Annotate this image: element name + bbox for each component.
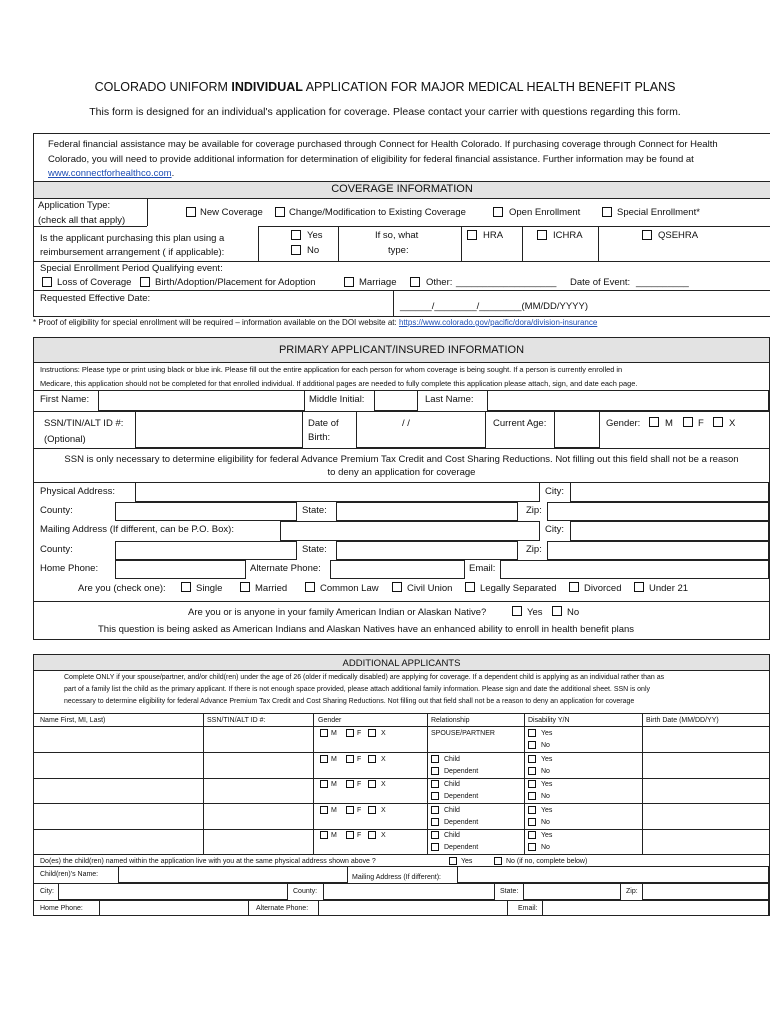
row2-child-label: Child: [444, 756, 460, 763]
row5-disability-no[interactable]: [528, 843, 536, 851]
first-name-input[interactable]: [98, 390, 305, 411]
divider: [34, 752, 769, 753]
row3-x-label: X: [381, 781, 386, 788]
gender-x-checkbox[interactable]: [713, 417, 723, 427]
date-of-event-line[interactable]: __________: [636, 277, 689, 288]
child-zip-input[interactable]: [642, 883, 769, 900]
row4-dependent-checkbox[interactable]: [431, 818, 439, 826]
form-title: [0, 81, 770, 94]
doi-link[interactable]: https://www.colorado.gov/pacific/dora/division-insurance: [398, 318, 598, 327]
child-name-input[interactable]: [118, 866, 348, 883]
same-address-question: Do(es) the child(ren) named within the application live with you at the same physical address shown above ?: [40, 858, 376, 865]
gender-x-label: X: [729, 418, 736, 429]
row4-gender-m[interactable]: [320, 806, 328, 814]
change-coverage-label: Change/Modification to Existing Coverage: [289, 207, 466, 218]
phys-county-label: County:: [40, 505, 73, 516]
middle-initial-input[interactable]: [374, 390, 418, 411]
row2-gender-m[interactable]: [320, 755, 328, 763]
alt-phone-label: Alternate Phone:: [250, 563, 321, 574]
row1-disability-no[interactable]: [528, 741, 536, 749]
title-post: APPLICATION FOR MAJOR MEDICAL HEALTH BENEFIT PLANS: [302, 80, 676, 94]
child-alt-phone-label: Alternate Phone:: [256, 905, 309, 912]
civil-union-label: Civil Union: [407, 583, 453, 594]
middle-initial-label: Middle Initial:: [309, 394, 365, 405]
civil-union-checkbox[interactable]: [392, 582, 402, 592]
mail-state-label: State:: [302, 544, 327, 555]
row5-gender-m[interactable]: [320, 831, 328, 839]
ichra-checkbox[interactable]: [537, 230, 547, 240]
physical-address-input[interactable]: [135, 482, 540, 502]
ssn-optional: (Optional): [44, 434, 86, 445]
row4-gender-x[interactable]: [368, 806, 376, 814]
legally-separated-label: Legally Separated: [480, 583, 557, 594]
divider: [258, 226, 259, 261]
marriage-label: Marriage: [359, 277, 397, 288]
physical-address-label: Physical Address:: [40, 486, 115, 497]
current-age-label: Current Age:: [493, 418, 547, 429]
under-21-checkbox[interactable]: [634, 582, 644, 592]
marriage-checkbox[interactable]: [344, 277, 354, 287]
divider: [524, 713, 525, 854]
row5-x-label: X: [381, 832, 386, 839]
row3-disability-no[interactable]: [528, 792, 536, 800]
child-zip-label: Zip:: [626, 888, 638, 895]
birth-adoption-checkbox[interactable]: [140, 277, 150, 287]
alt-phone-input[interactable]: [330, 560, 465, 579]
same-address-no-label: No (if no, complete below): [506, 858, 588, 865]
row5-f-label: F: [357, 832, 362, 839]
child-name-label: Child(ren)'s Name:: [40, 871, 99, 878]
current-age-input[interactable]: [554, 411, 600, 448]
divider: [34, 261, 770, 262]
row2-yes-label: Yes: [541, 756, 553, 763]
col-relationship: Relationship: [431, 717, 470, 724]
qsehra-checkbox[interactable]: [642, 230, 652, 240]
single-label: Single: [196, 583, 223, 594]
ssn-note-1: SSN is only necessary to determine eligibility for federal Advance Premium Tax Credit and Cost Sharing Reductions. Not filling out this field shall not be a reason: [64, 454, 739, 465]
loss-of-coverage-checkbox[interactable]: [42, 277, 52, 287]
single-checkbox[interactable]: [181, 582, 191, 592]
phys-state-label: State:: [302, 505, 327, 516]
gender-m-label: M: [665, 418, 673, 429]
row3-yes-label: Yes: [541, 781, 553, 788]
last-name-input[interactable]: [487, 390, 769, 411]
col-disability: Disability Y/N: [528, 717, 570, 724]
are-you-label: Are you (check one):: [78, 583, 166, 594]
row4-m-label: M: [331, 807, 337, 814]
mailing-address-input[interactable]: [280, 521, 540, 541]
col-name: Name First, MI, Last): [40, 717, 106, 724]
ssn-input[interactable]: [135, 411, 303, 448]
title-pre: COLORADO UNIFORM: [94, 80, 232, 94]
primary-header: PRIMARY APPLICANT/INSURED INFORMATION: [278, 344, 525, 356]
row5-disability-yes[interactable]: [528, 831, 536, 839]
gender-f-checkbox[interactable]: [683, 417, 693, 427]
row5-gender-x[interactable]: [368, 831, 376, 839]
last-name-label: Last Name:: [425, 394, 474, 405]
row3-gender-m[interactable]: [320, 780, 328, 788]
row3-no-label: No: [541, 793, 550, 800]
first-name-label: First Name:: [40, 394, 90, 405]
row3-child-label: Child: [444, 781, 460, 788]
row3-dependent-checkbox[interactable]: [431, 792, 439, 800]
divider: [34, 198, 770, 199]
row1-gender-m[interactable]: [320, 729, 328, 737]
ichra-label: ICHRA: [553, 230, 583, 241]
special-enrollment-checkbox[interactable]: [602, 207, 612, 217]
row3-m-label: M: [331, 781, 337, 788]
row1-yes-label: Yes: [541, 730, 553, 737]
under-21-label: Under 21: [649, 583, 689, 594]
row4-no-label: No: [541, 819, 550, 826]
proof-text: * Proof of eligibility for special enrollment will be required – information available on the DOI website at:: [33, 318, 399, 327]
mail-state-input[interactable]: [336, 541, 518, 560]
dob-label-2: Birth:: [308, 432, 331, 443]
dob-slashes: / /: [402, 418, 410, 429]
primary-instructions-2: Medicare, this application should not be completed for that enrolled individual. If additional pages are needed to fully complete this application please attach, sign, and date each page.: [40, 379, 638, 388]
row1-f-label: F: [357, 730, 362, 737]
ai-yes-label: Yes: [527, 607, 543, 618]
additional-header: ADDITIONAL APPLICANTS: [342, 658, 461, 669]
divider: [34, 290, 770, 291]
row4-yes-label: Yes: [541, 807, 553, 814]
special-enrollment-label: Special Enrollment*: [617, 207, 700, 218]
dob-input[interactable]: [356, 411, 486, 448]
divorced-label: Divorced: [584, 583, 622, 594]
row1-x-label: X: [381, 730, 386, 737]
phys-county-input[interactable]: [115, 502, 297, 521]
divider: [34, 803, 769, 804]
divider: [34, 778, 769, 779]
divider: [34, 226, 147, 227]
row1-no-label: No: [541, 742, 550, 749]
divider: [34, 713, 769, 714]
ai-yes-checkbox[interactable]: [512, 606, 522, 616]
birth-adoption-label: Birth/Adoption/Placement for Adoption: [155, 277, 316, 288]
common-law-label: Common Law: [320, 583, 379, 594]
connect-link[interactable]: www.connectforhealthco.com: [48, 168, 172, 179]
reimb-yes-label: Yes: [307, 230, 323, 241]
divider: [34, 448, 769, 449]
divider: [258, 226, 770, 227]
row2-no-label: No: [541, 768, 550, 775]
child-home-phone-input[interactable]: [99, 900, 249, 916]
divider: [313, 713, 314, 854]
sep-label: Special Enrollment Period Qualifying event:: [40, 263, 223, 274]
col-gender: Gender: [318, 717, 342, 724]
row4-f-label: F: [357, 807, 362, 814]
intro-period: .: [171, 168, 175, 179]
app-type-sub: (check all that apply): [38, 215, 126, 226]
row3-gender-x[interactable]: [368, 780, 376, 788]
child-state-label: State:: [500, 888, 519, 895]
row4-x-label: X: [381, 807, 386, 814]
col-ssn: SSN/TIN/ALT ID #:: [207, 717, 266, 724]
form-subtitle: This form is designed for an individual's application for coverage. Please contact your carrier with questions regarding this form.: [89, 106, 681, 118]
col-birthdate: Birth Date (MM/DD/YY): [646, 717, 719, 724]
primary-instructions-1: Instructions: Please type or print using black or blue ink. Please fill out the entire application for each person for whom coverage is being sought. If a person is currently enrolled in: [40, 365, 623, 374]
mail-county-label: County:: [40, 544, 73, 555]
same-address-yes[interactable]: [449, 857, 457, 865]
divorced-checkbox[interactable]: [569, 582, 579, 592]
loss-of-coverage-label: Loss of Coverage: [57, 277, 132, 288]
reimb-question-2: reimbursement arrangement ( if applicable):: [40, 247, 225, 258]
coverage-header: COVERAGE INFORMATION: [331, 183, 473, 195]
row1-disability-yes[interactable]: [528, 729, 536, 737]
row4-child-label: Child: [444, 807, 460, 814]
email-input[interactable]: [500, 560, 769, 579]
row5-no-label: No: [541, 844, 550, 851]
phys-zip-input[interactable]: [547, 502, 769, 521]
app-type-label: Application Type:: [38, 200, 111, 211]
child-county-label: County:: [293, 888, 318, 895]
row5-child-checkbox[interactable]: [431, 831, 439, 839]
child-email-input[interactable]: [542, 900, 769, 916]
reimb-question-1: Is the applicant purchasing this plan using a: [40, 233, 225, 244]
gender-f-label: F: [698, 418, 704, 429]
child-city-input[interactable]: [58, 883, 288, 900]
divider: [427, 713, 428, 854]
phys-zip-label: Zip:: [526, 505, 542, 516]
if-so-2: type:: [388, 245, 409, 256]
same-address-yes-label: Yes: [461, 858, 473, 865]
mail-zip-label: Zip:: [526, 544, 542, 555]
divider: [34, 829, 769, 830]
row2-disability-yes[interactable]: [528, 755, 536, 763]
child-alt-phone-input[interactable]: [318, 900, 508, 916]
phys-state-input[interactable]: [336, 502, 518, 521]
row4-disability-no[interactable]: [528, 818, 536, 826]
reimb-no-checkbox[interactable]: [291, 245, 301, 255]
row4-disability-yes[interactable]: [528, 806, 536, 814]
date-of-event-label: Date of Event:: [570, 277, 631, 288]
additional-instructions-2: part of a family list the child as the primary applicant. If there is not enough space provided, please attach additional family information. Please sign and date the additional sheet. SSN is only: [64, 686, 651, 693]
row1-m-label: M: [331, 730, 337, 737]
qsehra-label: QSEHRA: [658, 230, 699, 241]
other-event-label: Other:: [426, 277, 453, 288]
divider: [34, 726, 769, 727]
other-event-line[interactable]: ___________________: [456, 277, 557, 288]
child-home-phone-label: Home Phone:: [40, 905, 83, 912]
same-address-no[interactable]: [494, 857, 502, 865]
divider: [34, 181, 770, 182]
new-coverage-checkbox[interactable]: [186, 207, 196, 217]
if-so-1: If so, what: [375, 230, 419, 241]
divider: [461, 226, 462, 261]
email-label: Email:: [469, 563, 496, 574]
row2-disability-no[interactable]: [528, 767, 536, 775]
open-enrollment-checkbox[interactable]: [493, 207, 503, 217]
row2-dependent-checkbox[interactable]: [431, 767, 439, 775]
row3-dependent-label: Dependent: [444, 793, 479, 800]
reimb-no-label: No: [307, 245, 320, 256]
ssn-label: SSN/TIN/ALT ID #:: [44, 418, 124, 429]
married-label: Married: [255, 583, 288, 594]
reimb-yes-checkbox[interactable]: [291, 230, 301, 240]
divider: [522, 226, 523, 261]
mail-city-label: City:: [545, 524, 564, 535]
common-law-checkbox[interactable]: [305, 582, 315, 592]
open-enrollment-label: Open Enrollment: [509, 207, 581, 218]
legally-separated-checkbox[interactable]: [465, 582, 475, 592]
phys-city-input[interactable]: [570, 482, 769, 502]
child-email-label: Email:: [518, 905, 538, 912]
mail-zip-input[interactable]: [547, 541, 769, 560]
row2-x-label: X: [381, 756, 386, 763]
hra-checkbox[interactable]: [467, 230, 477, 240]
child-mailing-label: Mailing Address (If different):: [352, 874, 441, 881]
dob-label-1: Date of: [308, 418, 339, 429]
row1-relationship: SPOUSE/PARTNER: [431, 730, 495, 737]
child-county-input[interactable]: [323, 883, 495, 900]
mailing-address-label: Mailing Address (If different, can be P.O. Box):: [40, 524, 234, 535]
row3-gender-f[interactable]: [346, 780, 354, 788]
row5-child-label: Child: [444, 832, 460, 839]
row3-f-label: F: [357, 781, 362, 788]
proof-note: [33, 319, 597, 327]
row4-dependent-label: Dependent: [444, 819, 479, 826]
ai-question: Are you or is anyone in your family American Indian or Alaskan Native?: [188, 607, 487, 618]
requested-effective-date-label: Requested Effective Date:: [40, 293, 151, 304]
gender-m-checkbox[interactable]: [649, 417, 659, 427]
ai-no-label: No: [567, 607, 580, 618]
row5-yes-label: Yes: [541, 832, 553, 839]
new-coverage-label: New Coverage: [200, 207, 263, 218]
additional-instructions-3: necessary to determine eligibility for federal Advance Premium Tax Credit and Cost Sharing Reductions. Not filling out that field shall not be a reason to deny an application for coverage: [64, 698, 635, 705]
divider: [338, 226, 339, 261]
ai-no-checkbox[interactable]: [552, 606, 562, 616]
divider: [147, 198, 148, 226]
row3-child-checkbox[interactable]: [431, 780, 439, 788]
additional-instructions-1: Complete ONLY if your spouse/partner, and/or child(ren) under the age of 26 (older if medically disabled) are applying for coverage. If a dependent child is applying as an individual rather than as: [64, 674, 665, 681]
ai-note: This question is being asked as American Indians and Alaskan Natives have an enhanced ability to enroll in health benefit plans: [98, 624, 635, 635]
mail-city-input[interactable]: [570, 521, 769, 541]
row5-dependent-label: Dependent: [444, 844, 479, 851]
ssn-note-2: to deny an application for coverage: [327, 467, 476, 478]
intro-line3: [48, 169, 174, 179]
hra-label: HRA: [483, 230, 504, 241]
row1-gender-f[interactable]: [346, 729, 354, 737]
intro-line2: Colorado, you will need to provide additional information for determination of eligibility for federal financial assistance. Further information may be found at: [48, 154, 694, 165]
divider: [34, 601, 769, 602]
row1-gender-x[interactable]: [368, 729, 376, 737]
other-event-checkbox[interactable]: [410, 277, 420, 287]
row5-gender-f[interactable]: [346, 831, 354, 839]
row2-gender-x[interactable]: [368, 755, 376, 763]
divider: [393, 290, 394, 316]
row2-f-label: F: [357, 756, 362, 763]
intro-line1: Federal financial assistance may be available for coverage purchased through Connect for Health Colorado. If purchasing coverage through Connect for Health: [48, 139, 718, 150]
row2-dependent-label: Dependent: [444, 768, 479, 775]
divider: [34, 854, 769, 855]
home-phone-label: Home Phone:: [40, 563, 99, 574]
divider: [642, 713, 643, 854]
divider: [203, 713, 204, 854]
row4-gender-f[interactable]: [346, 806, 354, 814]
divider: [34, 670, 769, 671]
requested-effective-date-field[interactable]: ______/________/________(MM/DD/YYYY): [400, 301, 589, 312]
change-coverage-checkbox[interactable]: [275, 207, 285, 217]
married-checkbox[interactable]: [240, 582, 250, 592]
row4-child-checkbox[interactable]: [431, 806, 439, 814]
row3-disability-yes[interactable]: [528, 780, 536, 788]
gender-label: Gender:: [606, 418, 641, 429]
row5-m-label: M: [331, 832, 337, 839]
divider: [34, 362, 769, 363]
phys-city-label: City:: [545, 486, 564, 497]
row2-gender-f[interactable]: [346, 755, 354, 763]
row2-child-checkbox[interactable]: [431, 755, 439, 763]
divider: [598, 226, 599, 261]
title-bold: INDIVIDUAL: [231, 80, 303, 94]
mail-county-input[interactable]: [115, 541, 297, 560]
child-state-input[interactable]: [523, 883, 621, 900]
row2-m-label: M: [331, 756, 337, 763]
home-phone-input[interactable]: [115, 560, 246, 579]
child-mailing-input[interactable]: [457, 866, 769, 883]
row5-dependent-checkbox[interactable]: [431, 843, 439, 851]
child-city-label: City:: [40, 888, 54, 895]
